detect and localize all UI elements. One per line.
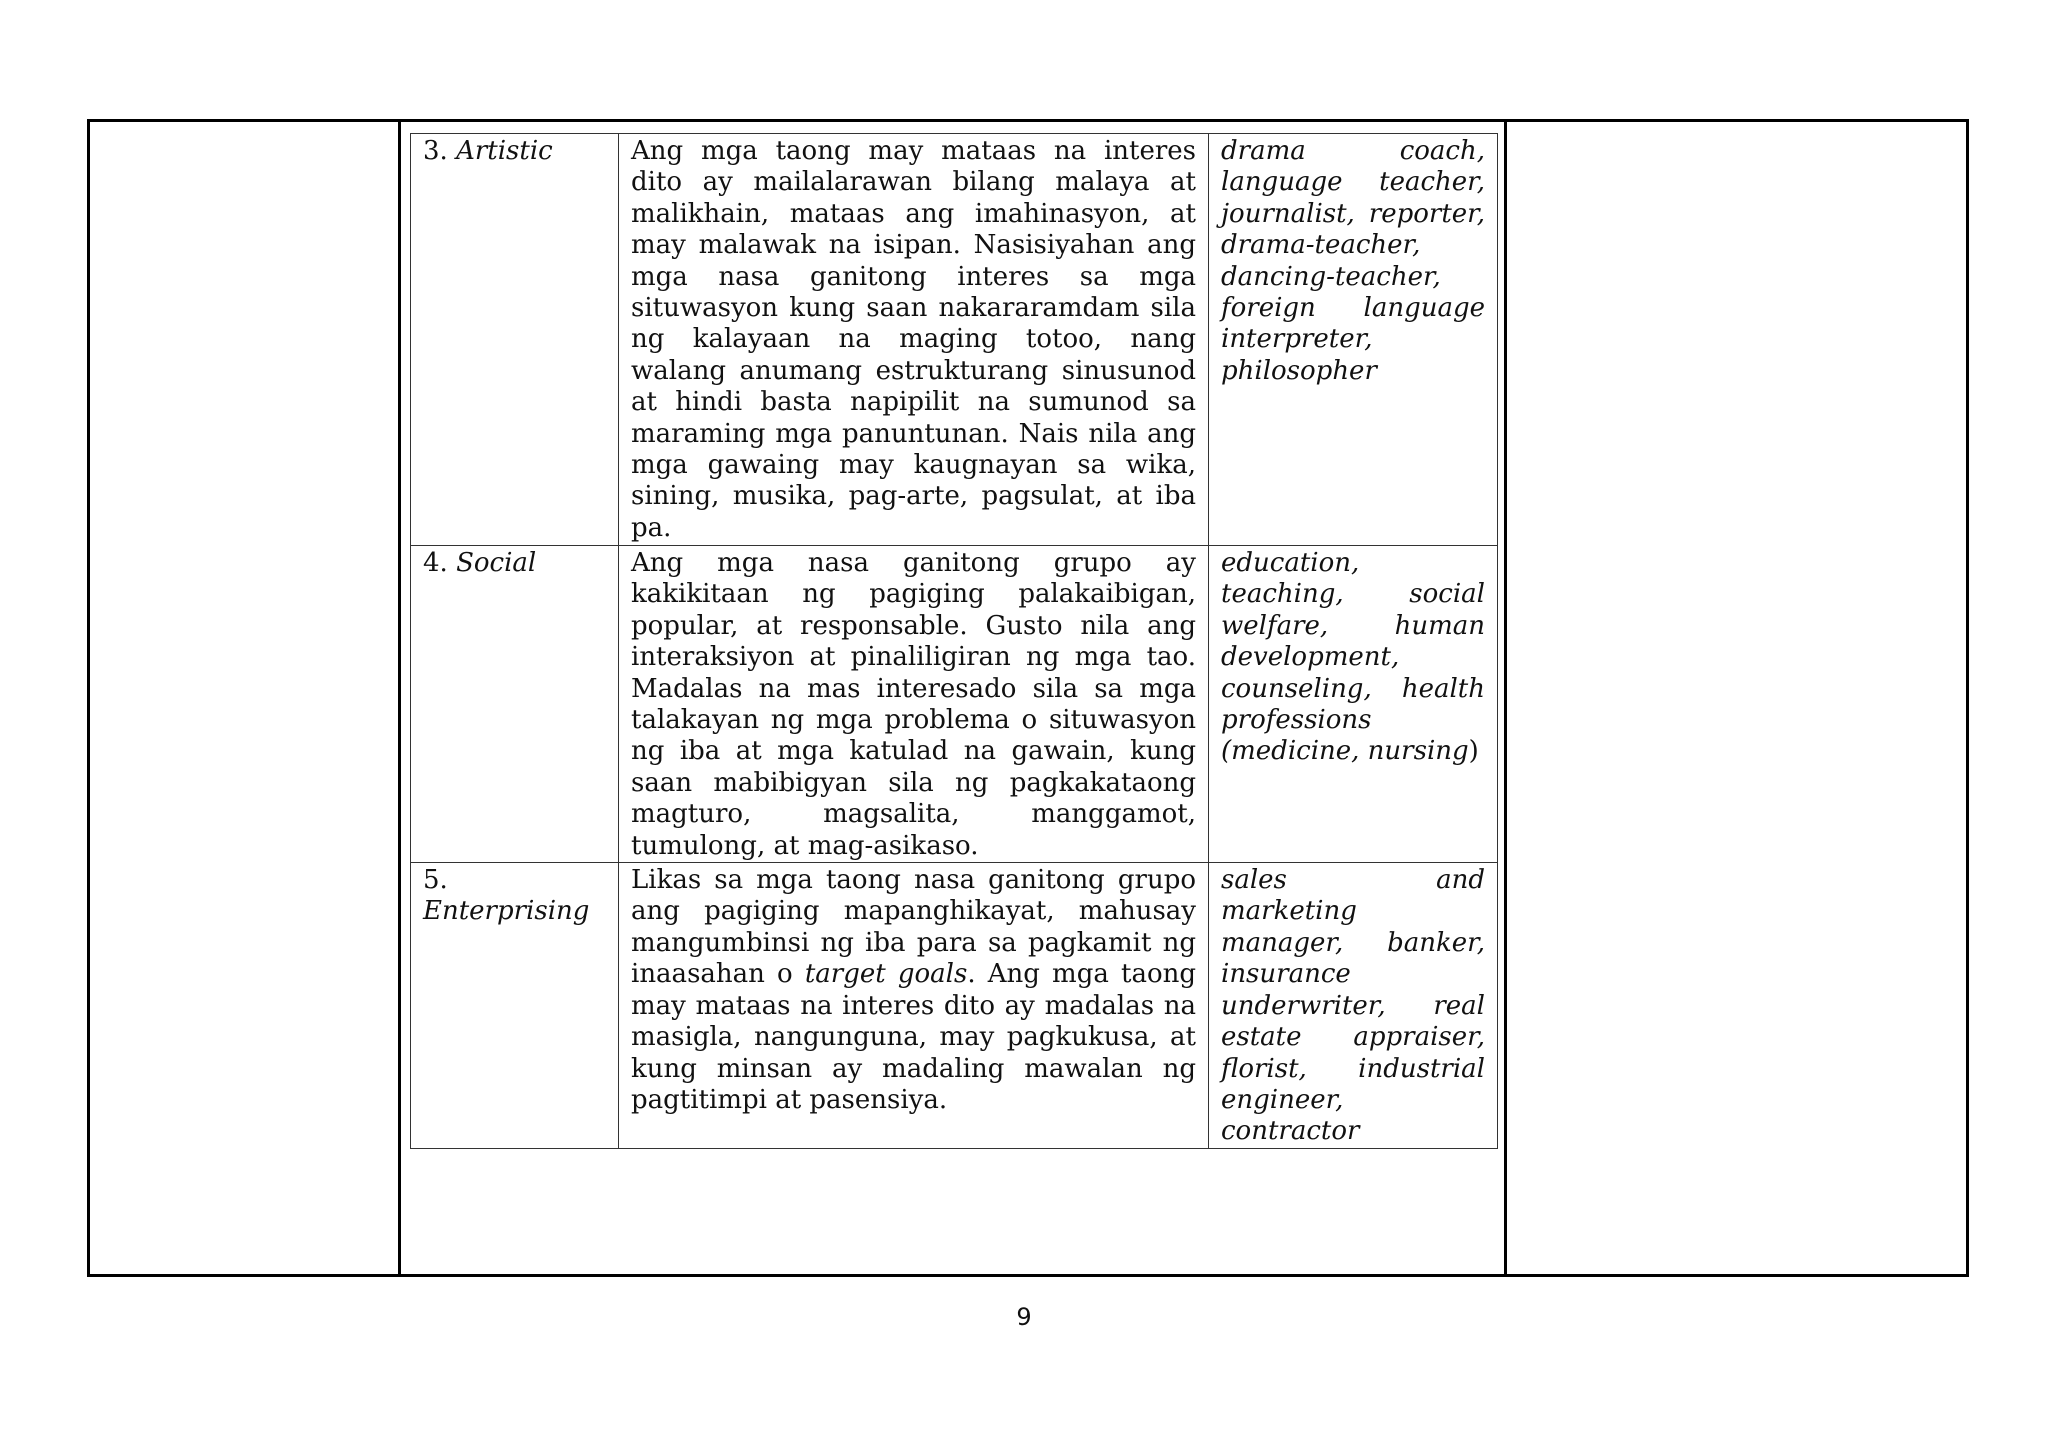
career-list-cell: drama coach, language teacher, journalist, reporter, drama-teacher, dancing-teacher, foreign language interpreter, philosopher (1209, 134, 1498, 546)
table-row (411, 546, 1498, 863)
interest-types-table (410, 133, 1498, 1149)
interest-type-name: Enterprising (423, 896, 590, 927)
interest-type-cell: 3. Artistic (411, 134, 619, 546)
column-divider-left (398, 122, 401, 1274)
interest-type-cell: 5. Enterprising (411, 863, 619, 1149)
interest-type-cell: 4. Social (411, 546, 619, 863)
interest-type-name: Artistic (456, 136, 553, 166)
table-row (411, 134, 1498, 546)
interest-description-cell: Ang mga nasa ganitong grupo ay kakikitaan ng pagiging palakaibigan, popular, at responsable. Gusto nila ang interaksiyon at pinaliligiran ng mga tao. Madalas na mas interesado sila sa mga talakayan ng mga problema o situwasyon ng iba at mga katulad na gawain, kung saan mabibigyan sila ng pagkakataong magturo, magsalita, manggamot, tumulong, at mag-asikaso. (619, 546, 1209, 863)
interest-description-cell: Likas sa mga taong nasa ganitong grupo ang pagiging mapanghikayat, mahusay mangumbinsi ng iba para sa pagkamit ng inaasahan o target goals. Ang mga taong may mataas na interes dito ay madalas na masigla, nangunguna, may pagkukusa, at kung minsan ay madaling mawalan ng pagtitimpi at pasensiya. (619, 863, 1209, 1149)
career-list-cell: education, teaching, social welfare, human development, counseling, health professions (medicine, nursing) (1209, 546, 1498, 863)
table-row (411, 863, 1498, 1149)
interest-type-name: Social (456, 548, 537, 578)
career-list-cell: sales and marketing manager, banker, insurance underwriter, real estate appraiser, florist, industrial engineer, contractor (1209, 863, 1498, 1149)
page-number: 9 (1016, 1303, 1032, 1331)
interest-description-cell: Ang mga taong may mataas na interes dito ay mailalarawan bilang malaya at malikhain, mataas ang imahinasyon, at may malawak na isipan. Nasisiyahan ang mga nasa ganitong interes sa mga situwasyon kung saan nakararamdam sila ng kalayaan na maging totoo, nang walang anumang estrukturang sinusunod at hindi basta napipilit na sumunod sa maraming mga panuntunan. Nais nila ang mga gawaing may kaugnayan sa wika, sining, musika, pag-arte, pagsulat, at iba pa. (619, 134, 1209, 546)
column-divider-right (1504, 122, 1507, 1274)
